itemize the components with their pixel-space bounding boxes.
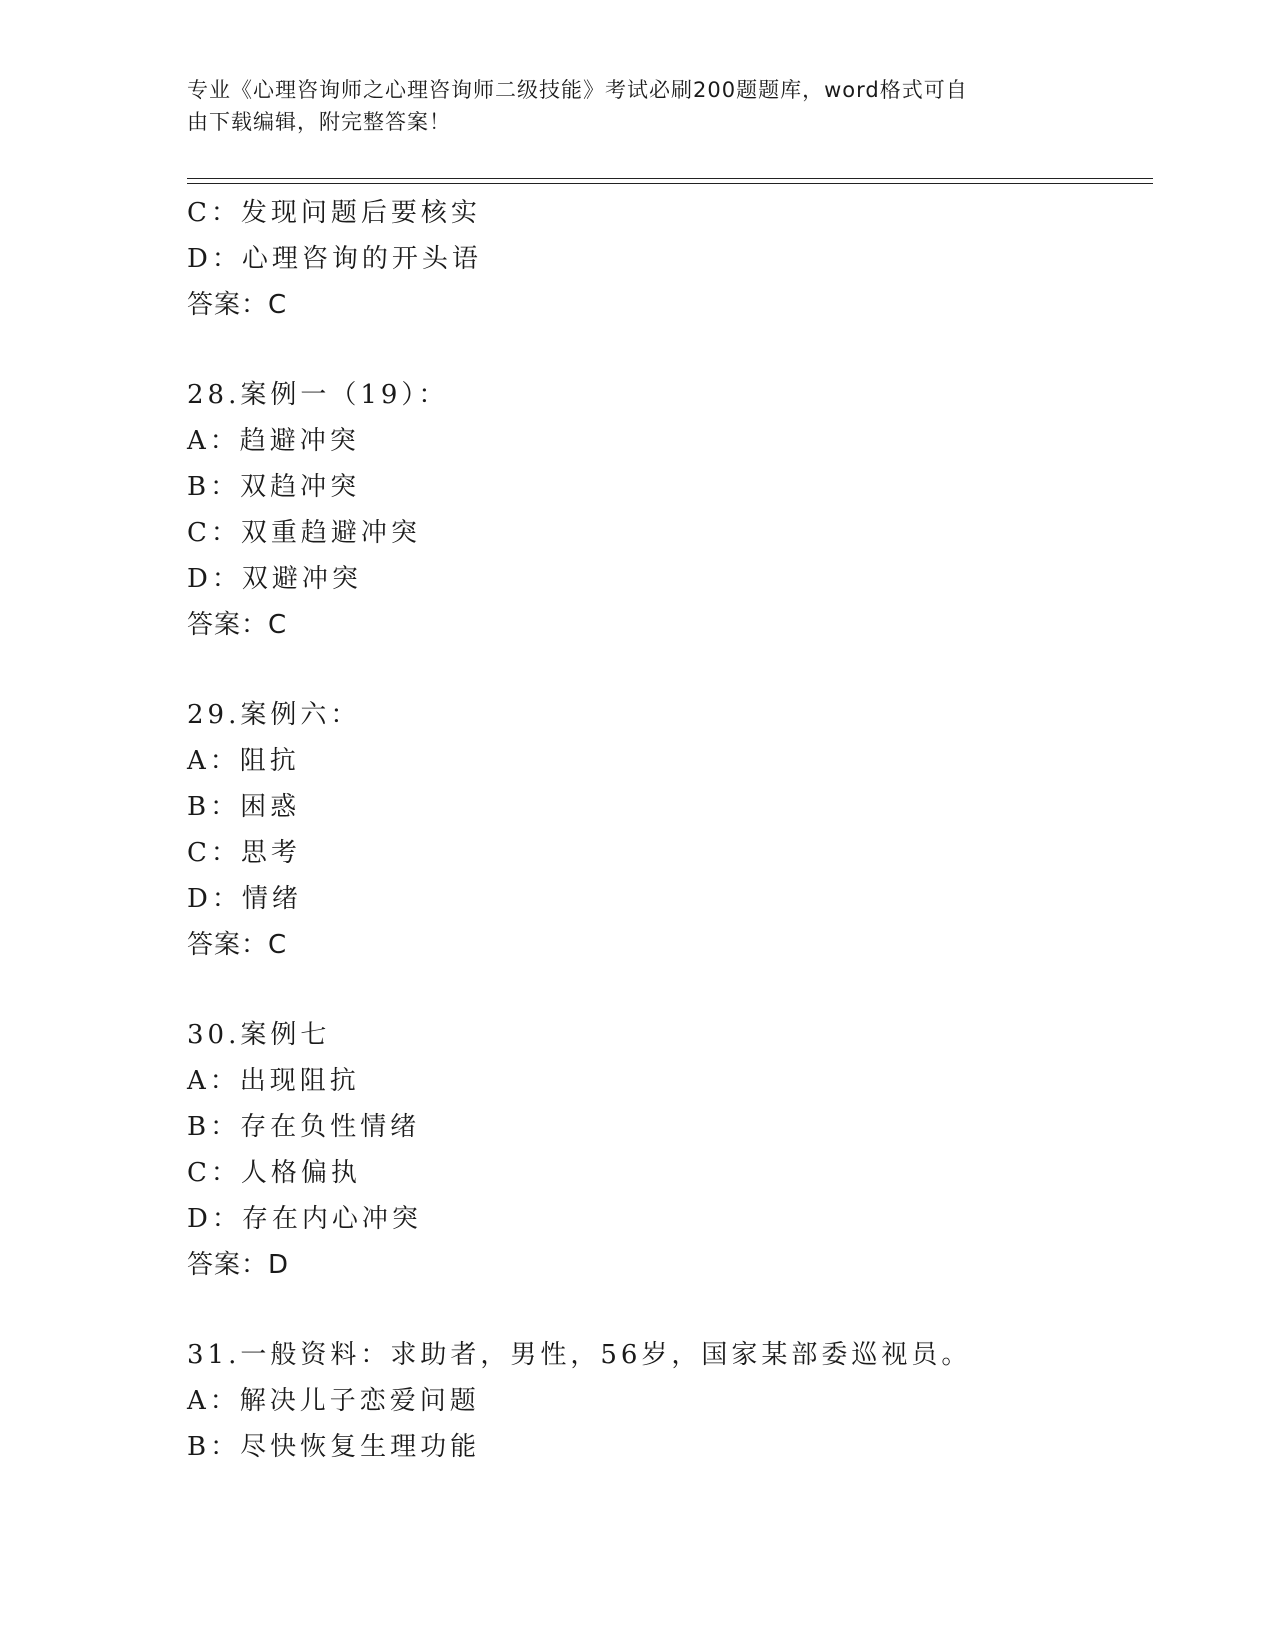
spacer: [187, 968, 1147, 1012]
option-d: D：双避冲突: [187, 564, 362, 594]
answer-line: 答案：C: [187, 290, 288, 320]
option-c: C：人格偏执: [187, 1158, 361, 1188]
spacer: [187, 328, 1147, 372]
header-rule-bottom: [187, 183, 1153, 184]
option-c: C：发现问题后要核实: [187, 198, 481, 228]
answer-line: 答案：C: [187, 610, 288, 640]
question-31: [187, 1332, 1147, 1470]
answer-line: 答案：D: [187, 1250, 290, 1280]
question-30: [187, 1012, 1147, 1288]
option-c: C：双重趋避冲突: [187, 518, 421, 548]
spacer: [187, 648, 1147, 692]
option-d: D：情绪: [187, 884, 302, 914]
question-28: [187, 372, 1147, 648]
option-a: A：解决儿子恋爱问题: [187, 1386, 480, 1416]
question-stem: 29.案例六：: [187, 700, 361, 730]
option-b: B：尽快恢复生理功能: [187, 1432, 481, 1462]
option-a: A：出现阻抗: [187, 1066, 360, 1096]
option-b: B：存在负性情绪: [187, 1112, 421, 1142]
document-header: [187, 74, 1067, 138]
option-b: B：双趋冲突: [187, 472, 361, 502]
header-line-2: 由下载编辑，附完整答案！: [187, 110, 451, 134]
question-stem: 30.案例七: [187, 1020, 331, 1050]
header-line-1: 专业《心理咨询师之心理咨询师二级技能》考试必刷200题题库，word格式可自: [187, 78, 968, 102]
header-rule-top: [187, 178, 1153, 179]
question-continuation: [187, 190, 1147, 328]
option-d: D：心理咨询的开头语: [187, 244, 482, 274]
answer-line: 答案：C: [187, 930, 288, 960]
spacer: [187, 1288, 1147, 1332]
option-a: A：趋避冲突: [187, 426, 360, 456]
question-29: [187, 692, 1147, 968]
option-c: C：思考: [187, 838, 301, 868]
option-d: D：存在内心冲突: [187, 1204, 422, 1234]
option-a: A：阻抗: [187, 746, 300, 776]
question-stem: 28.案例一（19）：: [187, 380, 449, 410]
document-body: [187, 190, 1147, 1470]
question-stem: 31.一般资料：求助者，男性，56岁，国家某部委巡视员。: [187, 1340, 972, 1370]
option-b: B：困惑: [187, 792, 301, 822]
